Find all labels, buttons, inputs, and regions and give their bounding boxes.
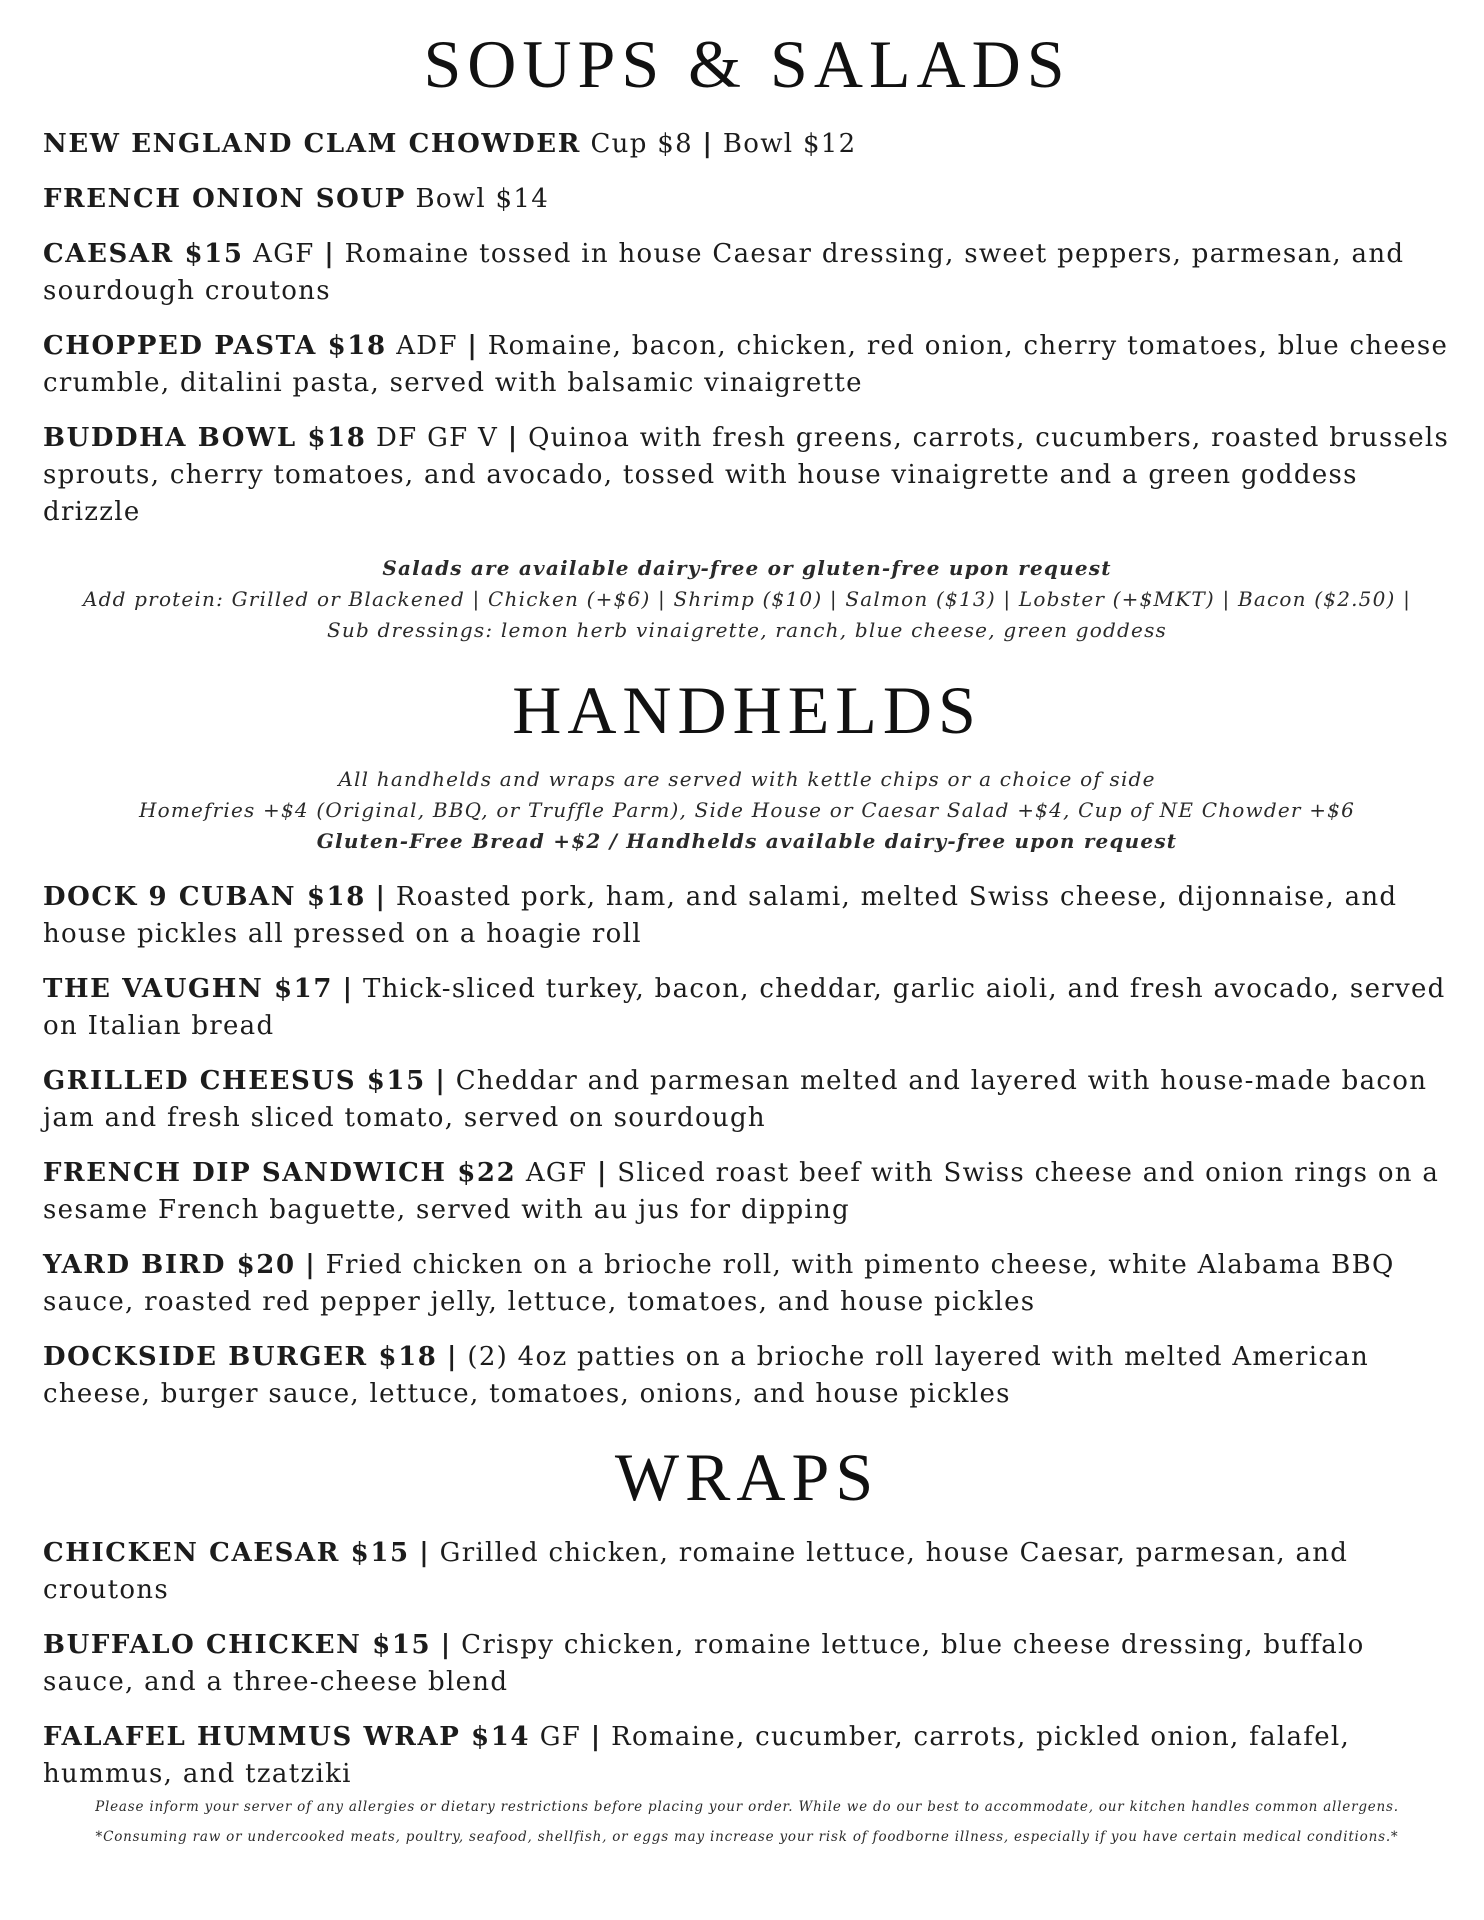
item-separator: | — [435, 1066, 447, 1096]
item-name: GRILLED CHEESUS $15 — [43, 1066, 426, 1096]
item-description: Grilled chicken, romaine lettuce, house Caesar, parmesan, and croutons — [43, 1538, 1349, 1605]
section-title-soups-salads: SOUPS & SALADS — [423, 26, 1071, 102]
item-detail: AGF — [253, 239, 315, 269]
menu-item — [43, 1627, 1451, 1701]
item-detail: DF GF V — [376, 423, 499, 453]
item-description: Crispy chicken, romaine lettuce, blue cheese dressing, buffalo sauce, and a three-cheese blend — [43, 1630, 1365, 1697]
add-protein-note: Add protein: Grilled or Blackened | Chicken (+$6) | Shrimp ($10) | Salmon ($13) | Lobster (+$MKT) | Bacon ($2.50) | — [82, 587, 1412, 611]
item-description: Romaine tossed in house Caesar dressing, sweet peppers, parmesan, and sourdough croutons — [43, 239, 1405, 306]
item-name: DOCK 9 CUBAN $18 — [43, 882, 366, 912]
menu-item — [43, 1155, 1451, 1229]
menu-item — [43, 1063, 1451, 1137]
item-separator: | — [375, 882, 387, 912]
item-name: NEW ENGLAND CLAM CHOWDER — [43, 129, 581, 159]
item-name: THE VAUGHN $17 — [43, 974, 334, 1004]
item-separator: | — [342, 974, 354, 1004]
consumption-warning: *Consuming raw or undercooked meats, poultry, seafood, shellfish, or eggs may increase your risk of foodborne illness, especially if you have certain medical conditions.* — [95, 1829, 1399, 1845]
item-description: Romaine, bacon, chicken, red onion, cherry tomatoes, blue cheese crumble, ditalini pasta, served with balsamic vinaigrette — [43, 331, 1449, 398]
menu-item — [43, 1719, 1451, 1793]
menu-item — [43, 1339, 1451, 1413]
item-separator: | — [467, 331, 479, 361]
item-name: CAESAR $15 — [43, 239, 244, 269]
menu-item — [43, 1247, 1451, 1321]
item-description: Thick-sliced turkey, bacon, cheddar, garlic aioli, and fresh avocado, served on Italian bread — [43, 974, 1446, 1041]
item-name: BUDDHA BOWL $18 — [43, 423, 367, 453]
allergy-notice: Please inform your server of any allergies or dietary restrictions before placing your order. While we do our best to accommodate, our kitchen handles common allergens. — [95, 1799, 1399, 1815]
menu-item — [43, 126, 1451, 163]
menu-item — [43, 236, 1451, 310]
item-description: Fried chicken on a brioche roll, with pimento cheese, white Alabama BBQ sauce, roasted red pepper jelly, lettuce, tomatoes, and house pickles — [43, 1250, 1395, 1317]
item-name: CHOPPED PASTA $18 — [43, 331, 387, 361]
item-name: BUFFALO CHICKEN $15 — [43, 1630, 432, 1660]
handhelds-addons-note: Homefries +$4 (Original, BBQ, or Truffle Parm), Side House or Caesar Salad +$4, Cup of NE Chowder +$6 — [138, 798, 1356, 822]
item-separator: | — [447, 1342, 458, 1372]
item-description: Cheddar and parmesan melted and layered with house-made bacon jam and fresh sliced tomato, served on sourdough — [43, 1066, 1428, 1133]
item-separator: | — [596, 1158, 608, 1188]
sub-dressings-note: Sub dressings: lemon herb vinaigrette, ranch, blue cheese, green goddess — [326, 618, 1168, 642]
menu-item — [43, 971, 1451, 1045]
item-description: Roasted pork, ham, and salami, melted Swiss cheese, dijonnaise, and house pickles all pressed on a hoagie roll — [43, 882, 1398, 949]
item-separator: | — [702, 129, 714, 159]
item-name: FALAFEL HUMMUS WRAP $14 — [43, 1722, 531, 1752]
item-description: Bowl $12 — [722, 129, 857, 159]
item-name: FRENCH DIP SANDWICH $22 — [43, 1158, 517, 1188]
handhelds-gf-note: Gluten-Free Bread +$2 / Handhelds available dairy-free upon request — [316, 829, 1178, 853]
handhelds-sides-note: All handhelds and wraps are served with kettle chips or a choice of side — [338, 767, 1156, 791]
item-name: DOCKSIDE BURGER $18 — [43, 1342, 438, 1372]
item-detail: AGF — [525, 1158, 588, 1188]
item-separator: | — [590, 1722, 602, 1752]
item-description: Quinoa with fresh greens, carrots, cucumbers, roasted brussels sprouts, cherry tomatoes, and avocado, tossed with house vinaigrette and a green goddess drizzle — [43, 423, 1450, 527]
item-name: YARD BIRD $20 — [43, 1250, 296, 1280]
item-detail: Bowl $14 — [415, 184, 550, 214]
item-detail: GF — [539, 1722, 582, 1752]
item-separator: | — [305, 1250, 317, 1280]
item-separator: | — [324, 239, 335, 269]
menu-item — [43, 181, 1451, 218]
item-name: CHICKEN CAESAR $15 — [43, 1538, 410, 1568]
item-description: Sliced roast beef with Swiss cheese and onion rings on a sesame French baguette, served with au jus for dipping — [43, 1158, 1440, 1225]
menu-item — [43, 420, 1451, 531]
item-separator: | — [419, 1538, 431, 1568]
item-separator: | — [507, 423, 519, 453]
item-description: (2) 4oz patties on a brioche roll layered with melted American cheese, burger sauce, lettuce, tomatoes, onions, and house pickles — [43, 1342, 1370, 1409]
menu-item — [43, 879, 1451, 953]
item-detail: ADF — [396, 331, 458, 361]
item-name: FRENCH ONION SOUP — [43, 184, 406, 214]
section-title-handhelds: HANDHELDS — [512, 672, 982, 748]
menu-page — [43, 0, 1451, 1845]
item-description: Romaine, cucumber, carrots, pickled onion, falafel, hummus, and tzatziki — [43, 1722, 1351, 1789]
section-title-wraps: WRAPS — [614, 1439, 880, 1515]
menu-item — [43, 1535, 1451, 1609]
menu-item — [43, 328, 1451, 402]
item-separator: | — [440, 1630, 452, 1660]
item-detail: Cup $8 — [590, 129, 693, 159]
salad-note: Salads are available dairy-free or gluten-free upon request — [382, 556, 1112, 580]
